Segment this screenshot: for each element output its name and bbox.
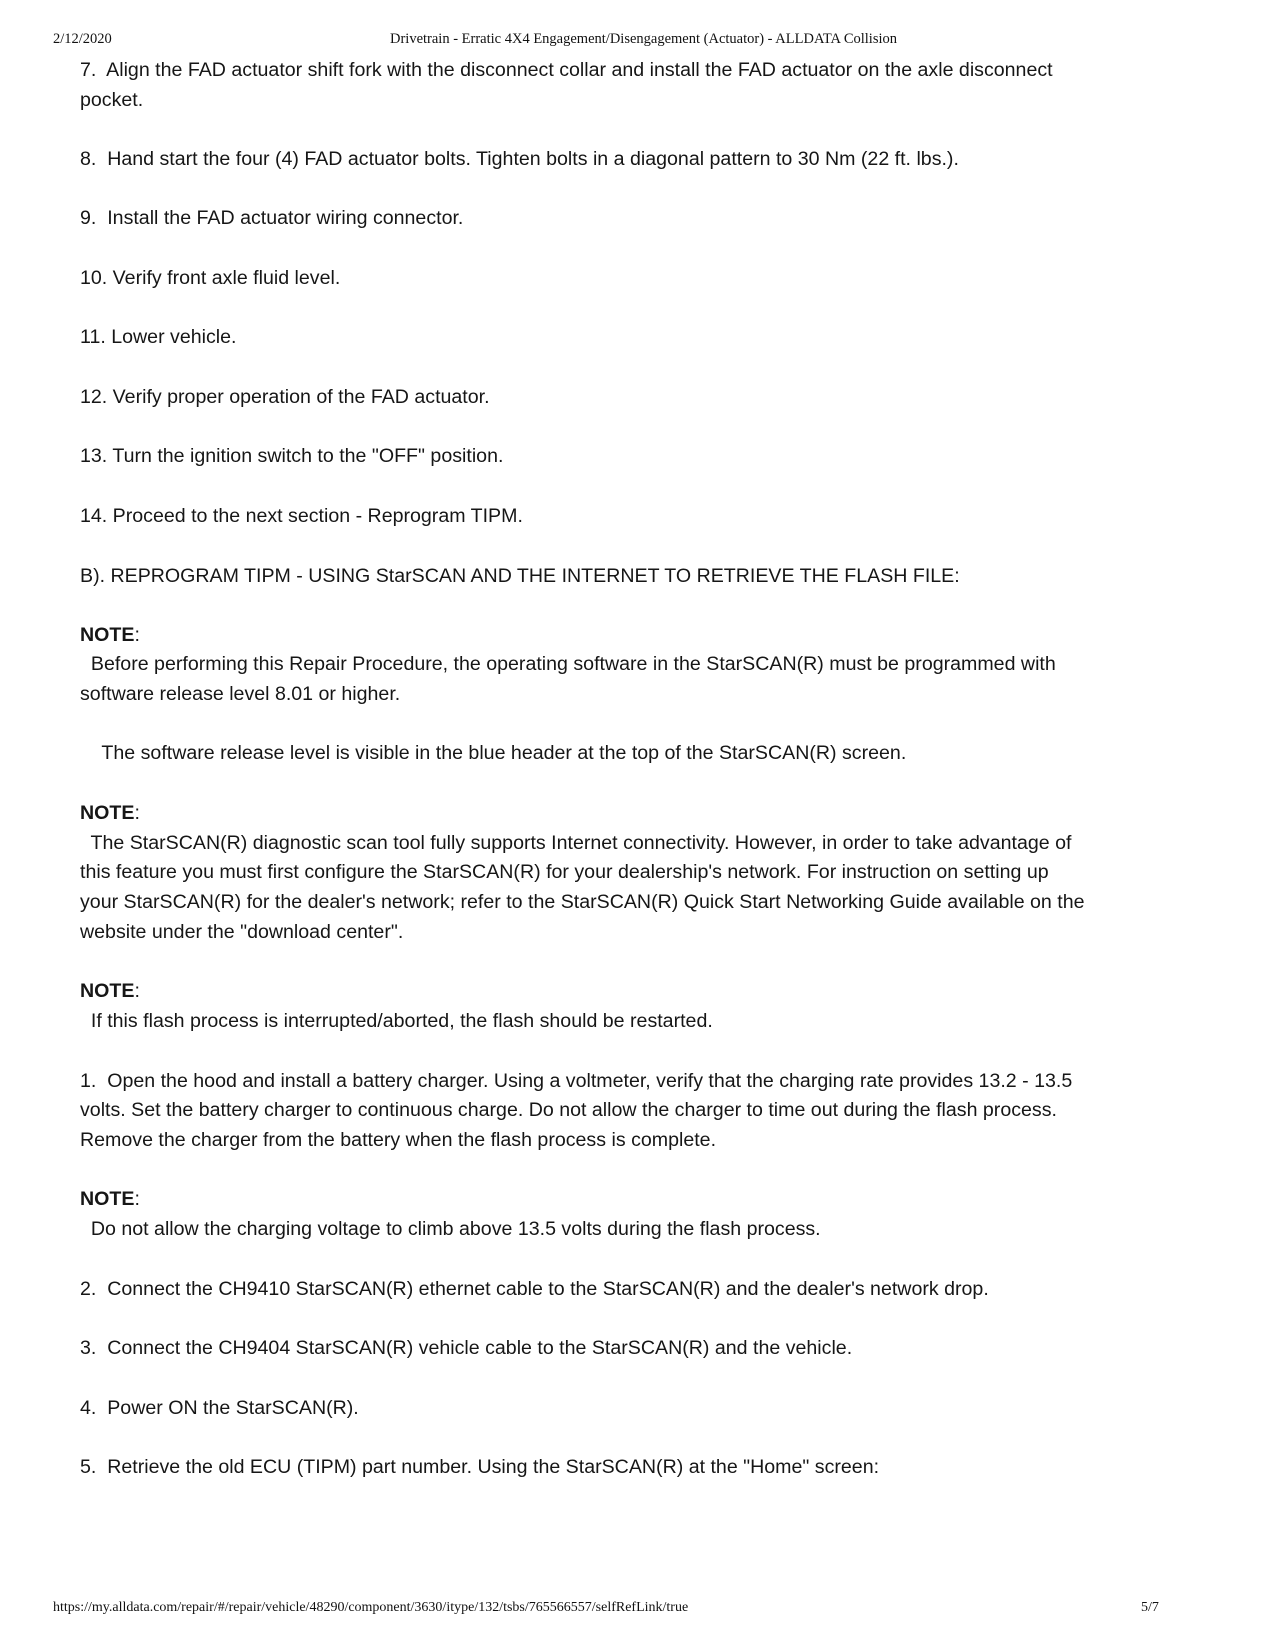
paragraph-line: 4. Power ON the StarSCAN(R). [80,1397,359,1419]
paragraph-line: website under the "download center". [80,921,404,943]
note-label: NOTE [80,1188,135,1210]
note-heading: NOTE: [80,802,140,824]
paragraph-line: 2. Connect the CH9410 StarSCAN(R) ethernet cable to the StarSCAN(R) and the dealer's network drop. [80,1278,989,1300]
paragraph-line: Before performing this Repair Procedure, the operating software in the StarSCAN(R) must be programmed with [80,653,1056,675]
note-heading: NOTE: [80,1188,140,1210]
paragraph-line: B). REPROGRAM TIPM - USING StarSCAN AND THE INTERNET TO RETRIEVE THE FLASH FILE: [80,565,960,587]
paragraph-line: 10. Verify front axle fluid level. [80,267,341,289]
page-url: https://my.alldata.com/repair/#/repair/vehicle/48290/component/3630/itype/132/tsbs/765566557/selfRefLink/true [53,1600,689,1615]
paragraph-line: 14. Proceed to the next section - Reprogram TIPM. [80,505,523,527]
page-number: 5/7 [1141,1600,1159,1615]
paragraph-line: 7. Align the FAD actuator shift fork with the disconnect collar and install the FAD actuator on the axle disconnect [80,59,1053,81]
paragraph-line: The StarSCAN(R) diagnostic scan tool fully supports Internet connectivity. However, in order to take advantage of [80,832,1072,854]
note-label: NOTE [80,624,135,646]
note-heading: NOTE: [80,624,140,646]
note-label: NOTE [80,980,135,1002]
paragraph-line: 1. Open the hood and install a battery charger. Using a voltmeter, verify that the charging rate provides 13.2 - 13.5 [80,1070,1073,1092]
paragraph-line: 12. Verify proper operation of the FAD actuator. [80,386,490,408]
paragraph-line: volts. Set the battery charger to continuous charge. Do not allow the charger to time out during the flash process. [80,1099,1057,1121]
paragraph-line: 11. Lower vehicle. [80,326,237,348]
paragraph-line: The software release level is visible in the blue header at the top of the StarSCAN(R) screen. [80,742,907,764]
page-title: Drivetrain - Erratic 4X4 Engagement/Disengagement (Actuator) - ALLDATA Collision [390,31,898,47]
paragraph-line: Remove the charger from the battery when the flash process is complete. [80,1129,717,1151]
paragraph-line: your StarSCAN(R) for the dealer's network; refer to the StarSCAN(R) Quick Start Networking Guide available on the [80,891,1085,913]
paragraph-line: If this flash process is interrupted/aborted, the flash should be restarted. [80,1010,713,1032]
paragraph-line: 13. Turn the ignition switch to the "OFF" position. [80,445,504,467]
paragraph-line: Do not allow the charging voltage to climb above 13.5 volts during the flash process. [80,1218,821,1240]
paragraph-line: 9. Install the FAD actuator wiring connector. [80,207,464,229]
paragraph-line: software release level 8.01 or higher. [80,683,401,705]
print-date: 2/12/2020 [53,31,112,47]
note-label: NOTE [80,802,135,824]
paragraph-line: 8. Hand start the four (4) FAD actuator bolts. Tighten bolts in a diagonal pattern to 30 Nm (22 ft. lbs.). [80,148,959,170]
paragraph-line: pocket. [80,89,144,111]
paragraph-line: 5. Retrieve the old ECU (TIPM) part number. Using the StarSCAN(R) at the "Home" screen: [80,1456,880,1478]
paragraph-line: this feature you must first configure the StarSCAN(R) for your dealership's network. For instruction on setting up [80,861,1049,883]
note-heading: NOTE: [80,980,140,1002]
paragraph-line: 3. Connect the CH9404 StarSCAN(R) vehicle cable to the StarSCAN(R) and the vehicle. [80,1337,853,1359]
